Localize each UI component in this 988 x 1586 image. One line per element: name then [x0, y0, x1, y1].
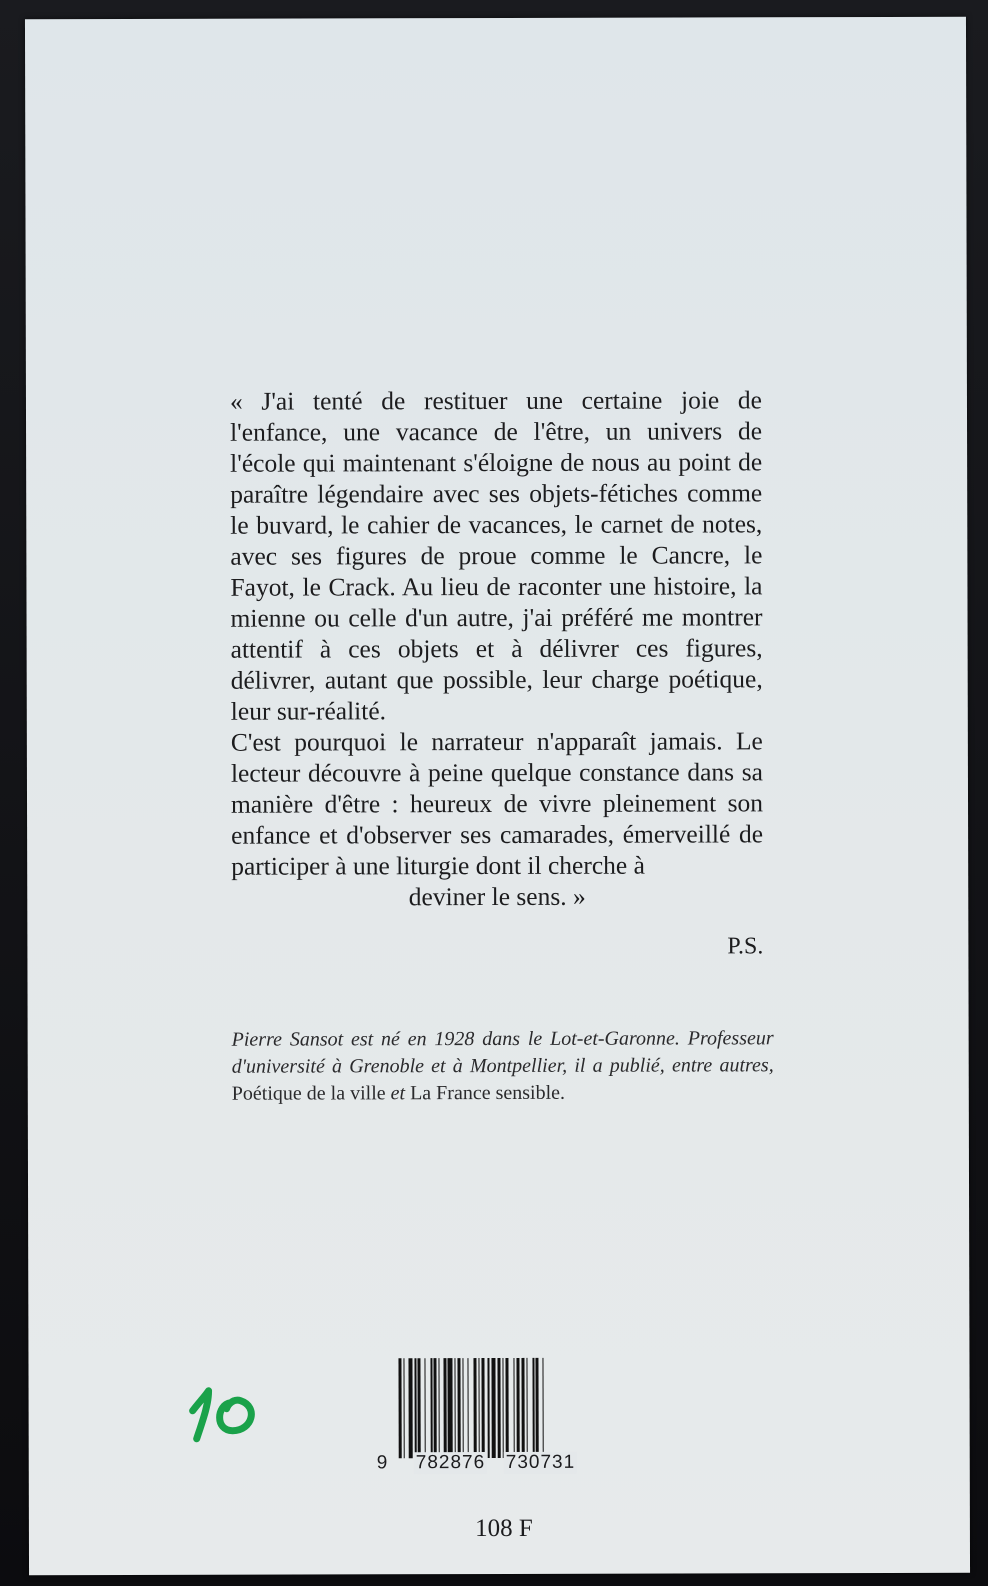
- price-label: 108 F: [475, 1514, 533, 1543]
- bio-text-3: .: [559, 1081, 566, 1104]
- blurb-signature: P.S.: [727, 933, 764, 960]
- barcode-bar: [544, 1358, 546, 1458]
- bio-text-2: et: [385, 1082, 411, 1105]
- handwritten-number-10: [178, 1369, 278, 1449]
- isbn-lead-digit: 9: [376, 1452, 389, 1474]
- bio-title-1: Poétique de la ville: [231, 1082, 386, 1105]
- blurb-paragraph-2: C'est pourquoi le narrateur n'apparaît jamais. Le lecteur découvre à peine quelque constance dans sa manière d'être : heureux de vivre pleinement son enfance et d'observer ses camarades, émerveillé de participer à une liturgie dont il cherche à: [230, 726, 764, 881]
- back-cover-blurb: [230, 384, 763, 912]
- handwritten-mark-text: [178, 1369, 179, 1370]
- handwritten-mark-drawing: [178, 1369, 278, 1449]
- isbn-group-1: 782876: [414, 1452, 487, 1474]
- bio-title-2: La France sensible: [410, 1081, 561, 1105]
- blurb-paragraph-1: « J'ai tenté de restituer une certaine joie de l'enfance, une vacance de l'être, un univers de l'école qui maintenant s'éloigne de nous au point de paraître légendaire avec ses objets-fétiches comme le buvard, le cahier de vacances, le carnet de notes, avec ses figures de proue comme le Cancre, le Fayot, le Crack. Au lieu de raconter une histoire, la mienne ou celle d'un autre, j'ai préféré me montrer attentif à ces objets et à délivrer ces figures, délivrer, autant que possible, leur charge poétique, leur sur-réalité.: [229, 385, 763, 726]
- isbn-barcode: [373, 1358, 633, 1489]
- isbn-group-2: 730731: [504, 1452, 577, 1474]
- author-bio: [232, 1025, 774, 1107]
- blurb-last-line: deviner le sens. »: [408, 881, 586, 912]
- barcode-bars: [398, 1358, 593, 1459]
- bio-text-1: Pierre Sansot est né en 1928 dans le Lot-et-Garonne. Professeur d'université à Grenoble et à Montpellier, il a publié, entre autres,: [231, 1027, 774, 1078]
- book-back-cover: [25, 17, 970, 1575]
